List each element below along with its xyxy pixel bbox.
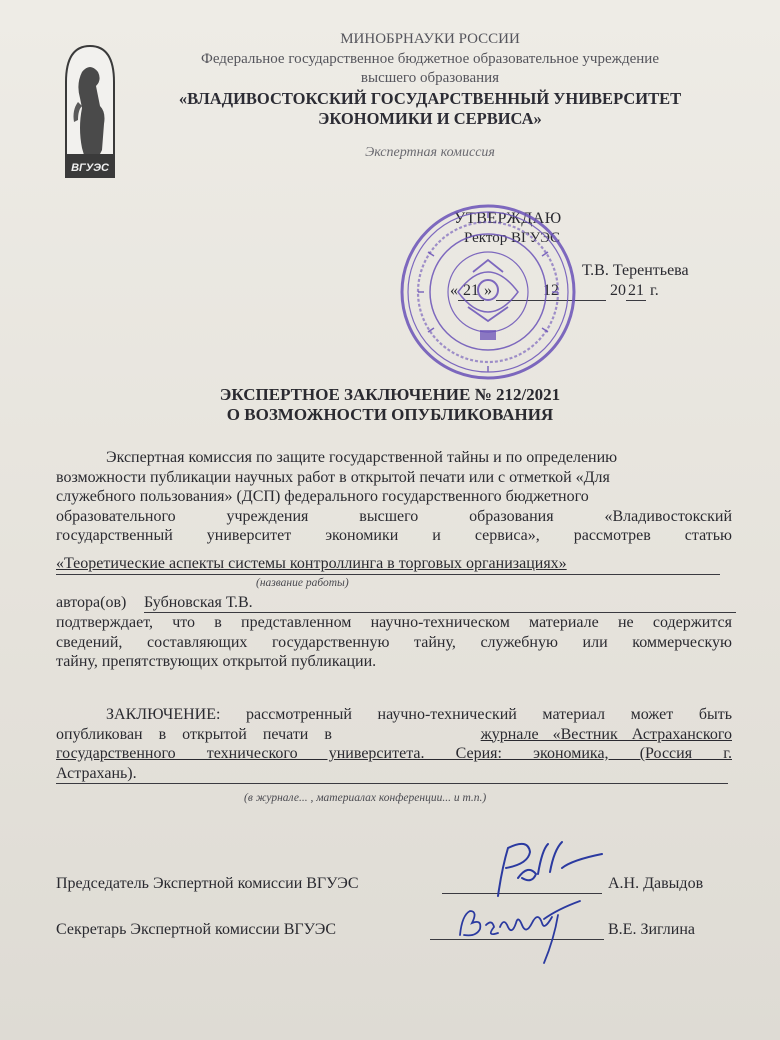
approve-label: УТВЕРЖДАЮ	[454, 210, 562, 227]
secretary-label: Секретарь Экспертной комиссии ВГУЭС	[56, 921, 336, 938]
date-year-suffix: 21	[628, 282, 644, 299]
university-logo	[60, 42, 120, 182]
paragraph-line: сведений, составляющих государственную тайну, служебную или коммерческую	[56, 633, 732, 651]
commission-label: Экспертная комиссия	[365, 145, 495, 160]
secretary-signature-row	[56, 921, 736, 943]
conclusion-line: государственного технического университета. Серия: экономика, (Россия г.	[56, 745, 732, 762]
secretary-signature	[448, 895, 588, 967]
paragraph-line: тайну, препятствующих открытой публикации.	[56, 653, 377, 670]
date-year-prefix: 20	[610, 282, 626, 299]
university-name-line-1: «ВЛАДИВОСТОКСКИЙ ГОСУДАРСТВЕННЫЙ УНИВЕРСИТЕТ	[178, 89, 682, 108]
secretary-name: В.Е. Зиглина	[608, 921, 695, 938]
chair-signature	[478, 838, 608, 900]
conclusion-line	[56, 764, 728, 784]
paragraph-line: возможности публикации научных работ в открытой печати или с отметкой «Для	[56, 468, 610, 486]
conclusion-line: ЗАКЛЮЧЕНИЕ: рассмотренный научно-технический материал может быть	[106, 706, 732, 723]
university-name-line-2: ЭКОНОМИКИ И СЕРВИСА»	[318, 109, 542, 128]
paragraph-conclusion	[56, 705, 732, 784]
conclusion-line	[56, 725, 732, 745]
paragraph-commission	[56, 448, 732, 546]
chair-name: А.Н. Давыдов	[608, 875, 704, 892]
conclusion-end: Астрахань).	[56, 764, 137, 782]
author-row	[56, 594, 736, 614]
official-stamp-seal	[398, 202, 578, 382]
approval-date: « 21 » 12 20 21 г.	[450, 282, 659, 299]
paragraph-confirmation	[56, 613, 732, 672]
org-type-line-1: Федеральное государственное бюджетное образовательное учреждение	[200, 51, 659, 67]
work-title-caption: (название работы)	[256, 577, 349, 589]
date-month: 12	[496, 282, 606, 301]
author-name: Бубновская Т.В.	[144, 594, 253, 611]
document-subtitle: О ВОЗМОЖНОСТИ ОПУБЛИКОВАНИЯ	[226, 405, 554, 424]
work-title-line	[56, 555, 720, 575]
conclusion-caption: (в журнале... , материалах конференции... и т.п.)	[244, 792, 487, 804]
paragraph-line: подтверждает, что в представленном научно-техническом материале не содержится	[56, 614, 732, 631]
paragraph-line: служебного пользования» (ДСП) федерального государственного бюджетного	[56, 488, 589, 505]
date-year-end: г.	[650, 282, 659, 299]
author-line	[144, 594, 736, 613]
paragraph-line: образовательного учреждения высшего образования «Владивостокский	[56, 507, 732, 525]
work-title: «Теоретические аспекты системы контроллинга в торговых организациях»	[56, 555, 567, 572]
date-day: 21	[458, 282, 484, 301]
paragraph-line: Экспертная комиссия по защите государственной тайны и по определению	[106, 449, 618, 466]
chair-label: Председатель Экспертной комиссии ВГУЭС	[56, 875, 359, 892]
university-name	[150, 89, 710, 129]
rector-title: Ректор ВГУЭС	[464, 230, 561, 246]
document-title: ЭКСПЕРТНОЕ ЗАКЛЮЧЕНИЕ № 212/2021	[219, 385, 561, 404]
conclusion-journal-start: журнале «Вестник Астраханского	[480, 725, 732, 743]
ministry-name: МИНОБРНАУКИ РОССИИ	[340, 31, 520, 47]
author-label: автора(ов)	[56, 594, 127, 611]
chair-signature-row	[56, 875, 736, 897]
rector-name: Т.В. Терентьева	[582, 262, 689, 279]
conclusion-line-start: опубликован в открытой печати в	[56, 725, 332, 743]
org-type	[150, 50, 710, 88]
org-type-line-2: высшего образования	[360, 70, 500, 86]
paragraph-line: государственный университет экономики и сервиса», рассмотрев статью	[56, 527, 732, 544]
logo-text: ВГУЭС	[71, 162, 109, 174]
